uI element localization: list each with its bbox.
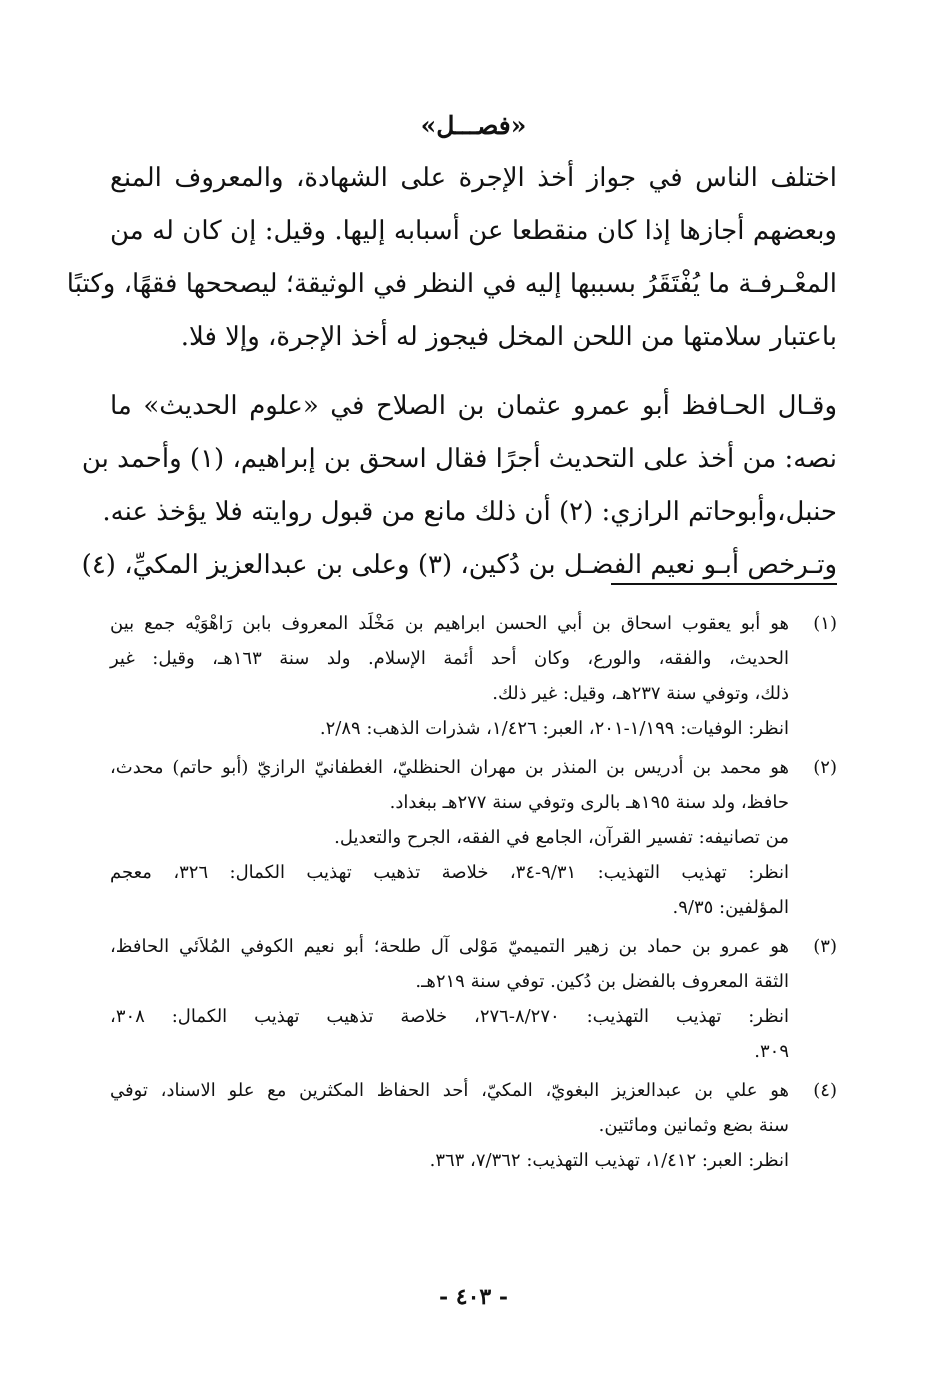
footnote-1 [110, 606, 837, 746]
footnote-line: انظر: تهذيب التهذيب: ٨/٢٧٠-٢٧٦، خلاصة تذهيب تهذيب الكمال: ٣٠٨، [110, 1006, 789, 1027]
paragraph-line: اختلف الناس في جواز أخذ الإجرة على الشهادة، والمعروف المنع [110, 163, 837, 193]
paragraph-line: حنبل،وأبوحاتم الرازي: (٢) أن ذلك مانع من قبول روايته فلا يؤخذ عنه. [102, 497, 837, 527]
footnote-2 [110, 750, 837, 925]
footnote-body [110, 929, 789, 1069]
paragraph-line: باعتبار سلامتها من اللحن المخل فيجوز له أخذ الإجرة، وإلا فلا. [180, 322, 837, 352]
section-heading: «فصـــل» [420, 111, 527, 140]
footnote-line: الثقة المعروف بالفضل بن دُكين. توفي سنة ٢١٩هـ. [415, 971, 789, 992]
footnote-line: ٣٠٩. [754, 1041, 789, 1062]
main-paragraph-1 [66, 152, 837, 364]
footnote-line: هو عمرو بن حماد بن زهير التميميّ مَوْلى آل طلحة؛ أبو نعيم الكوفي المُلاَئي الحافظ، [110, 936, 789, 957]
footnote-number: (٤) [813, 1080, 837, 1101]
footnote-line: حافظ، ولد سنة ١٩٥هـ بالرى وتوفي سنة ٢٧٧هـ ببغداد. [389, 792, 789, 813]
footnote-body [110, 750, 789, 925]
footnote-body [110, 1073, 789, 1178]
footnote-separator [611, 583, 837, 585]
footnote-line: الحديث، والفقه، والورع، وكان أحد أئمة الإسلام. ولد سنة ١٦٣هـ، وقيل: غير [110, 648, 789, 669]
footnote-3 [110, 929, 837, 1069]
footnote-line: سنة بضع وثمانين ومائتين. [598, 1115, 789, 1136]
footnote-line: ذلك، وتوفي سنة ٢٣٧هـ، وقيل: غير ذلك. [492, 683, 789, 704]
paragraph-line: وتـرخص أبـو نعيم الفضـل بن دُكين، (٣) وعلى بن عبدالعزيز المكيِّ، (٤) [81, 550, 837, 580]
main-paragraph-2 [81, 380, 837, 592]
footnote-line: هو علي بن عبدالعزيز البغويّ، المكيّ، أحد الحفاظ المكثرين مع علو الاسناد، توفي [110, 1080, 789, 1101]
paragraph-line: وبعضهم أجازها إذا كان منقطعا عن أسبابه إليها. وقيل: إن كان له من [110, 216, 837, 246]
footnote-line: انظر: الوفيات: ١/١٩٩-٢٠١، العبر: ١/٤٢٦، شذرات الذهب: ٢/٨٩. [319, 718, 789, 739]
footnote-number: (٣) [813, 936, 837, 957]
paragraph-line: المعْـرفـة ما يُفْتَقَرُ بسببها إليه في النظر في الوثيقة؛ ليصححها فقهًا، وكتبًا [66, 269, 837, 299]
footnotes-section [110, 606, 837, 1182]
footnote-line: هو محمد بن أدريس بن المنذر بن مهران الحنظليّ، الغطفانيّ الرازيّ (أبو حاتم) محدث، [110, 757, 789, 778]
page-number: - ٤٠٣ - [438, 1284, 509, 1310]
footnote-line: من تصانيفه: تفسير القرآن، الجامع في الفقه، الجرح والتعديل. [334, 827, 789, 848]
footnote-line: المؤلفين: ٩/٣٥. [672, 897, 789, 918]
footnote-number: (٢) [813, 757, 837, 778]
footnote-line: انظر: العبر: ١/٤١٢، تهذيب التهذيب: ٧/٣٦٢، ٣٦٣. [429, 1150, 789, 1171]
footnote-4 [110, 1073, 837, 1178]
footnote-line: هو أبو يعقوب اسحاق بن أبي الحسن ابراهيم بن مَخْلَد المعروف بابن رَاهْوَيْه جمع بين [110, 613, 789, 634]
footnote-body [110, 606, 789, 746]
footnote-number: (١) [813, 613, 837, 634]
footnote-line: انظر: تهذيب التهذيب: ٩/٣١-٣٤، خلاصة تذهيب تهذيب الكمال: ٣٢٦، معجم [110, 862, 789, 883]
paragraph-line: نصه: من أخذ على التحديث أجرًا فقال اسحق بن إبراهيم، (١) وأحمد بن [81, 444, 837, 474]
paragraph-line: وقـال الحـافظ أبو عمرو عثمان بن الصلاح في «علوم الحديث» ما [110, 391, 837, 421]
